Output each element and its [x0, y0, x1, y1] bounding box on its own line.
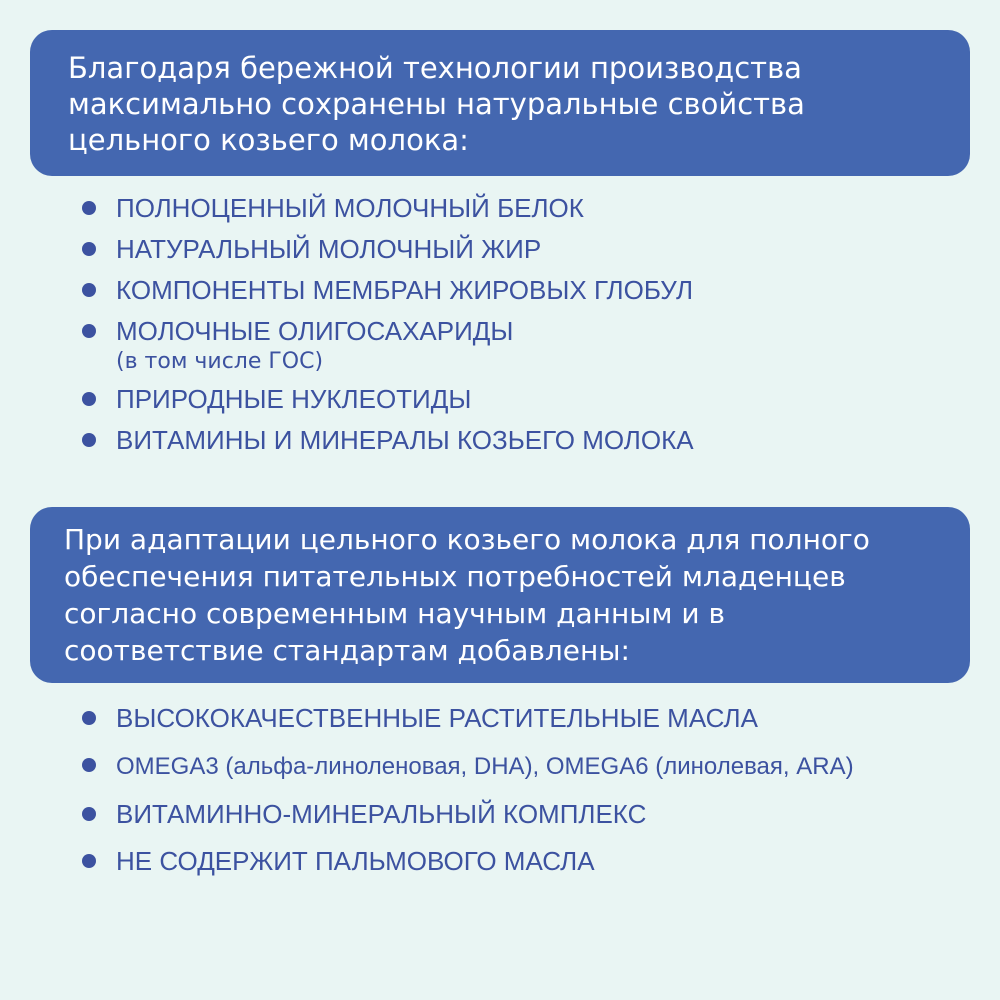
list-item — [82, 192, 694, 224]
bullet-dot-icon — [82, 283, 96, 297]
list-item-subtext: (в том числе ГОС) — [116, 349, 324, 374]
list-item-text: ПОЛНОЦЕННЫЙ МОЛОЧНЫЙ БЕЛОК — [116, 193, 584, 223]
list-item — [82, 798, 854, 830]
list-item-text: ВЫСОКОКАЧЕСТВЕННЫЕ РАСТИТЕЛЬНЫЕ МАСЛА — [116, 703, 758, 733]
bullet-dot-icon — [82, 711, 96, 725]
bullet-dot-icon — [82, 242, 96, 256]
list-item-text: ПРИРОДНЫЕ НУКЛЕОТИДЫ — [116, 384, 472, 414]
list-item-text: ВИТАМИННО-МИНЕРАЛЬНЫЙ КОМПЛЕКС — [116, 799, 647, 829]
list-item — [82, 845, 854, 877]
list-item — [82, 424, 694, 456]
bullet-dot-icon — [82, 854, 96, 868]
intro-banner — [30, 30, 970, 176]
adaptation-line-4: соответствие стандартам добавлены: — [64, 634, 630, 667]
added-components-list — [82, 702, 854, 892]
natural-properties-list — [82, 192, 694, 465]
bullet-dot-icon — [82, 807, 96, 821]
list-item — [82, 749, 854, 783]
list-item — [82, 383, 694, 415]
list-item-text: МОЛОЧНЫЕ ОЛИГОСАХАРИДЫ — [116, 316, 514, 346]
list-item-text: НАТУРАЛЬНЫЙ МОЛОЧНЫЙ ЖИР — [116, 234, 542, 264]
adaptation-line-2: обеспечения питательных потребностей младенцев — [64, 560, 846, 593]
list-item-text: ВИТАМИНЫ И МИНЕРАЛЫ КОЗЬЕГО МОЛОКА — [116, 425, 694, 455]
list-item — [82, 315, 694, 377]
bullet-dot-icon — [82, 758, 96, 772]
bullet-dot-icon — [82, 433, 96, 447]
intro-line-1: Благодаря бережной технологии производства — [68, 51, 802, 85]
bullet-dot-icon — [82, 392, 96, 406]
adaptation-banner — [30, 507, 970, 683]
list-item — [82, 702, 854, 734]
adaptation-line-1: При адаптации цельного козьего молока для полного — [64, 523, 870, 556]
list-item — [82, 233, 694, 265]
bullet-dot-icon — [82, 201, 96, 215]
adaptation-line-3: согласно современным научным данным и в — [64, 597, 726, 630]
list-item-text: НЕ СОДЕРЖИТ ПАЛЬМОВОГО МАСЛА — [116, 846, 595, 876]
list-item-text: КОМПОНЕНТЫ МЕМБРАН ЖИРОВЫХ ГЛОБУЛ — [116, 275, 694, 305]
bullet-dot-icon — [82, 324, 96, 338]
intro-line-3: цельного козьего молока: — [68, 123, 469, 157]
intro-line-2: максимально сохранены натуральные свойства — [68, 87, 805, 121]
list-item-text: OMEGA3 (альфа-линоленовая, DHA), OMEGA6 (линолевая, ARA) — [116, 753, 854, 780]
list-item — [82, 274, 694, 306]
